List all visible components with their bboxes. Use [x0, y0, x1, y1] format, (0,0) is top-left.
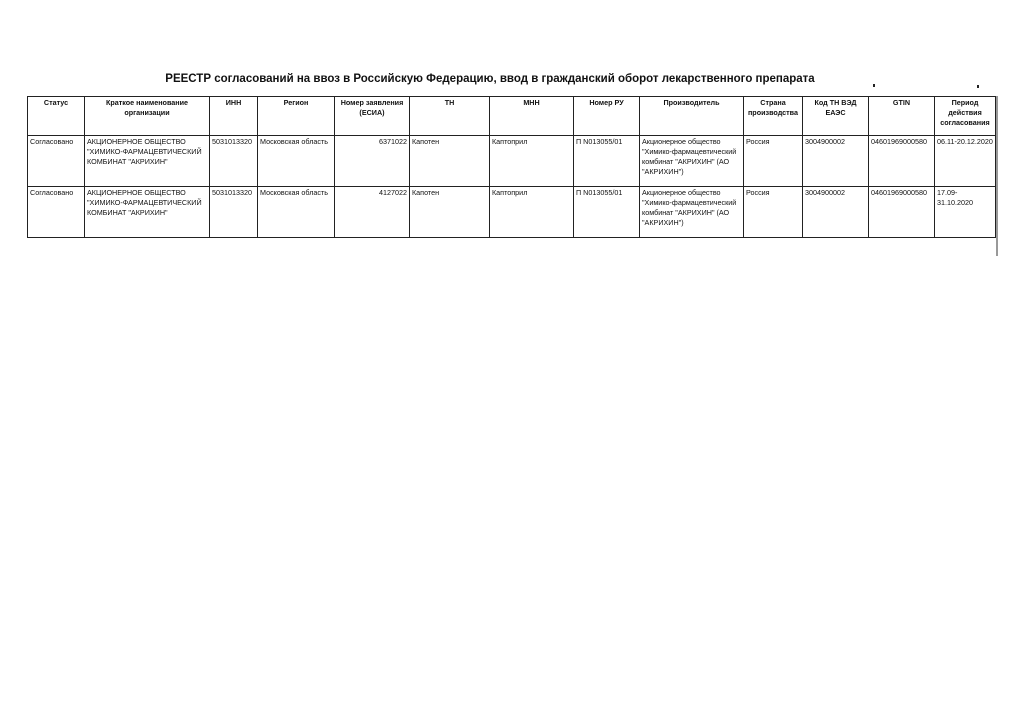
registry-table — [27, 96, 996, 238]
table-row — [28, 187, 996, 238]
col-header-period: Период действия согласования — [935, 97, 996, 136]
col-header-country: Страна производства — [744, 97, 803, 136]
cell-status: Согласовано — [28, 136, 85, 187]
cell-ru: П N013055/01 — [574, 136, 640, 187]
scan-speck — [873, 84, 875, 87]
cell-country: Россия — [744, 187, 803, 238]
cell-status: Согласовано — [28, 187, 85, 238]
col-header-mnn: МНН — [490, 97, 574, 136]
cell-gtin: 04601969000580 — [869, 187, 935, 238]
table-header-row — [28, 97, 996, 136]
scan-edge-shadow — [996, 96, 998, 256]
cell-mnn: Каптоприл — [490, 136, 574, 187]
cell-region: Московская область — [258, 136, 335, 187]
cell-code: 3004900002 — [803, 136, 869, 187]
col-header-inn: ИНН — [210, 97, 258, 136]
col-header-manufacturer: Производитель — [640, 97, 744, 136]
page-title: РЕЕСТР согласований на ввоз в Российскую Федерацию, ввод в гражданский оборот лекарственного препарата — [165, 73, 815, 85]
cell-country: Россия — [744, 136, 803, 187]
col-header-region: Регион — [258, 97, 335, 136]
col-header-ru: Номер РУ — [574, 97, 640, 136]
cell-period: 17.09-31.10.2020 — [935, 187, 996, 238]
cell-tn: Капотен — [410, 187, 490, 238]
cell-manufacturer: Акционерное общество "Химико-фармацевтический комбинат "АКРИХИН" (АО "АКРИХИН") — [640, 187, 744, 238]
cell-inn: 5031013320 — [210, 136, 258, 187]
col-header-tn: ТН — [410, 97, 490, 136]
cell-code: 3004900002 — [803, 187, 869, 238]
cell-mnn: Каптоприл — [490, 187, 574, 238]
cell-manufacturer: Акционерное общество "Химико-фармацевтический комбинат "АКРИХИН" (АО "АКРИХИН") — [640, 136, 744, 187]
col-header-application: Номер заявления (ЕСИА) — [335, 97, 410, 136]
scan-speck — [977, 85, 979, 88]
col-header-gtin: GTIN — [869, 97, 935, 136]
cell-region: Московская область — [258, 187, 335, 238]
cell-period: 06.11-20.12.2020 — [935, 136, 996, 187]
col-header-code: Код ТН ВЭД ЕАЭС — [803, 97, 869, 136]
cell-org: АКЦИОНЕРНОЕ ОБЩЕСТВО "ХИМИКО-ФАРМАЦЕВТИЧЕСКИЙ КОМБИНАТ "АКРИХИН" — [85, 187, 210, 238]
cell-application: 4127022 — [335, 187, 410, 238]
cell-inn: 5031013320 — [210, 187, 258, 238]
cell-org: АКЦИОНЕРНОЕ ОБЩЕСТВО "ХИМИКО-ФАРМАЦЕВТИЧЕСКИЙ КОМБИНАТ "АКРИХИН" — [85, 136, 210, 187]
cell-application: 6371022 — [335, 136, 410, 187]
col-header-status: Статус — [28, 97, 85, 136]
col-header-org: Краткое наименование организации — [85, 97, 210, 136]
cell-gtin: 04601969000580 — [869, 136, 935, 187]
cell-tn: Капотен — [410, 136, 490, 187]
table-row — [28, 136, 996, 187]
cell-ru: П N013055/01 — [574, 187, 640, 238]
